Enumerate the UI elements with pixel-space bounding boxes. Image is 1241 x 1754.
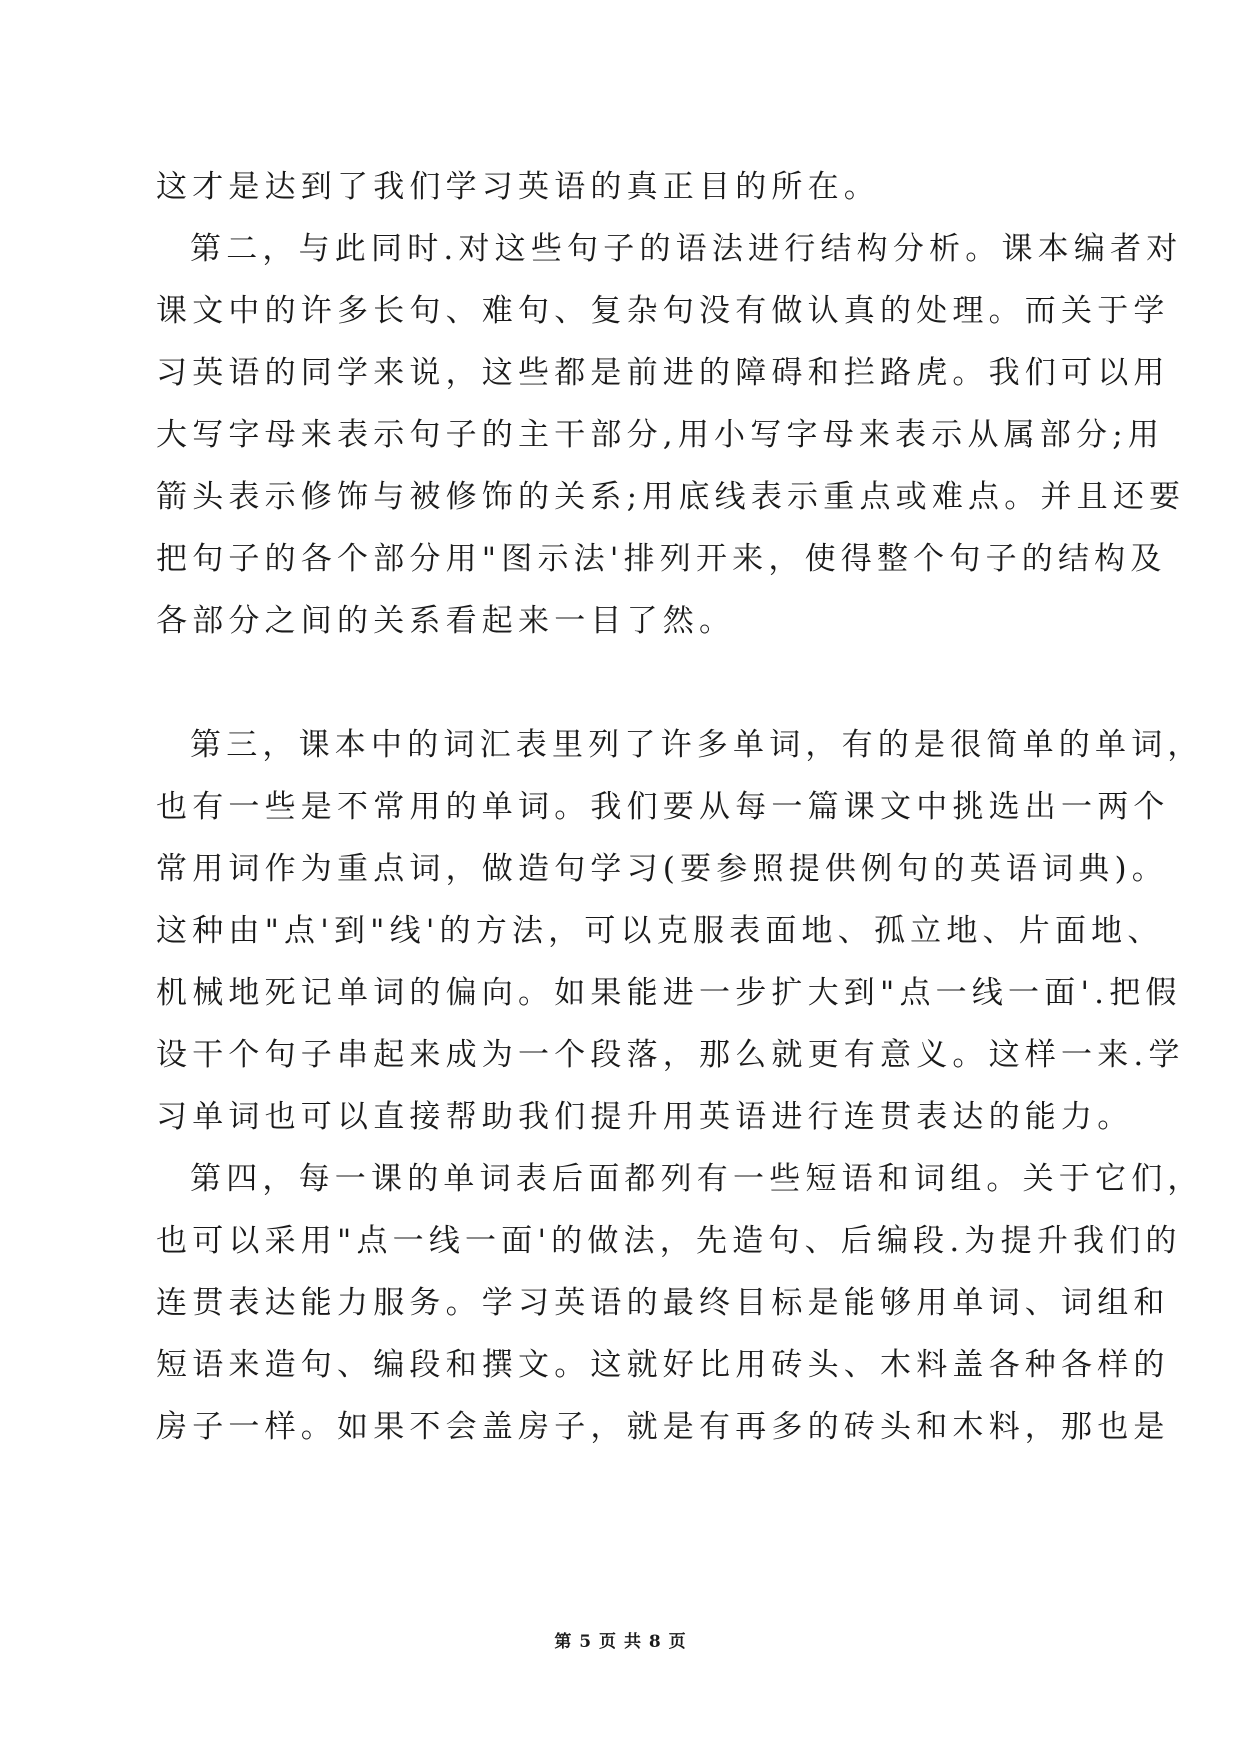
text-line: 短语来造句、编段和撰文。这就好比用砖头、木料盖各种各样的 xyxy=(156,1347,1170,1383)
text-line: 设干个句子串起来成为一个段落，那么就更有意义。这样一来.学 xyxy=(156,1037,1185,1073)
text-line: 机械地死记单词的偏向。如果能进一步扩大到"点一线一面'.把假 xyxy=(156,975,1182,1011)
text-line: 常用词作为重点词，做造句学习(要参照提供例句的英语词典)。 xyxy=(156,851,1168,887)
paragraph-start-line: 第四，每一课的单词表后面都列有一些短语和词组。关于它们， xyxy=(190,1161,1204,1197)
text-line: 这才是达到了我们学习英语的真正目的所在。 xyxy=(156,169,880,205)
paragraph-start-line: 第三，课本中的词汇表里列了许多单词，有的是很简单的单词， xyxy=(190,727,1204,763)
text-line: 习英语的同学来说，这些都是前进的障碍和拦路虎。我们可以用 xyxy=(156,355,1170,391)
text-line: 习单词也可以直接帮助我们提升用英语进行连贯表达的能力。 xyxy=(156,1099,1134,1135)
text-line: 大写字母来表示句子的主干部分,用小写字母来表示从属部分;用 xyxy=(156,417,1165,453)
text-line: 箭头表示修饰与被修饰的关系;用底线表示重点或难点。并且还要 xyxy=(156,479,1186,515)
text-line: 课文中的许多长句、难句、复杂句没有做认真的处理。而关于学 xyxy=(156,293,1170,329)
text-line: 连贯表达能力服务。学习英语的最终目标是能够用单词、词组和 xyxy=(156,1285,1170,1321)
text-line: 房子一样。如果不会盖房子，就是有再多的砖头和木料，那也是 xyxy=(156,1409,1170,1445)
text-line: 也有一些是不常用的单词。我们要从每一篇课文中挑选出一两个 xyxy=(156,789,1170,825)
paragraph-start-line: 第二，与此同时.对这些句子的语法进行结构分析。课本编者对 xyxy=(190,231,1183,267)
text-line: 这种由"点'到"线'的方法，可以克服表面地、孤立地、片面地、 xyxy=(156,913,1164,949)
text-line: 也可以采用"点一线一面'的做法，先造句、后编段.为提升我们的 xyxy=(156,1223,1182,1259)
text-line: 把句子的各个部分用"图示法'排列开来，使得整个句子的结构及 xyxy=(156,541,1167,577)
page-number-footer: 第 5 页 共 8 页 xyxy=(554,1632,687,1652)
text-line: 各部分之间的关系看起来一目了然。 xyxy=(156,603,736,639)
